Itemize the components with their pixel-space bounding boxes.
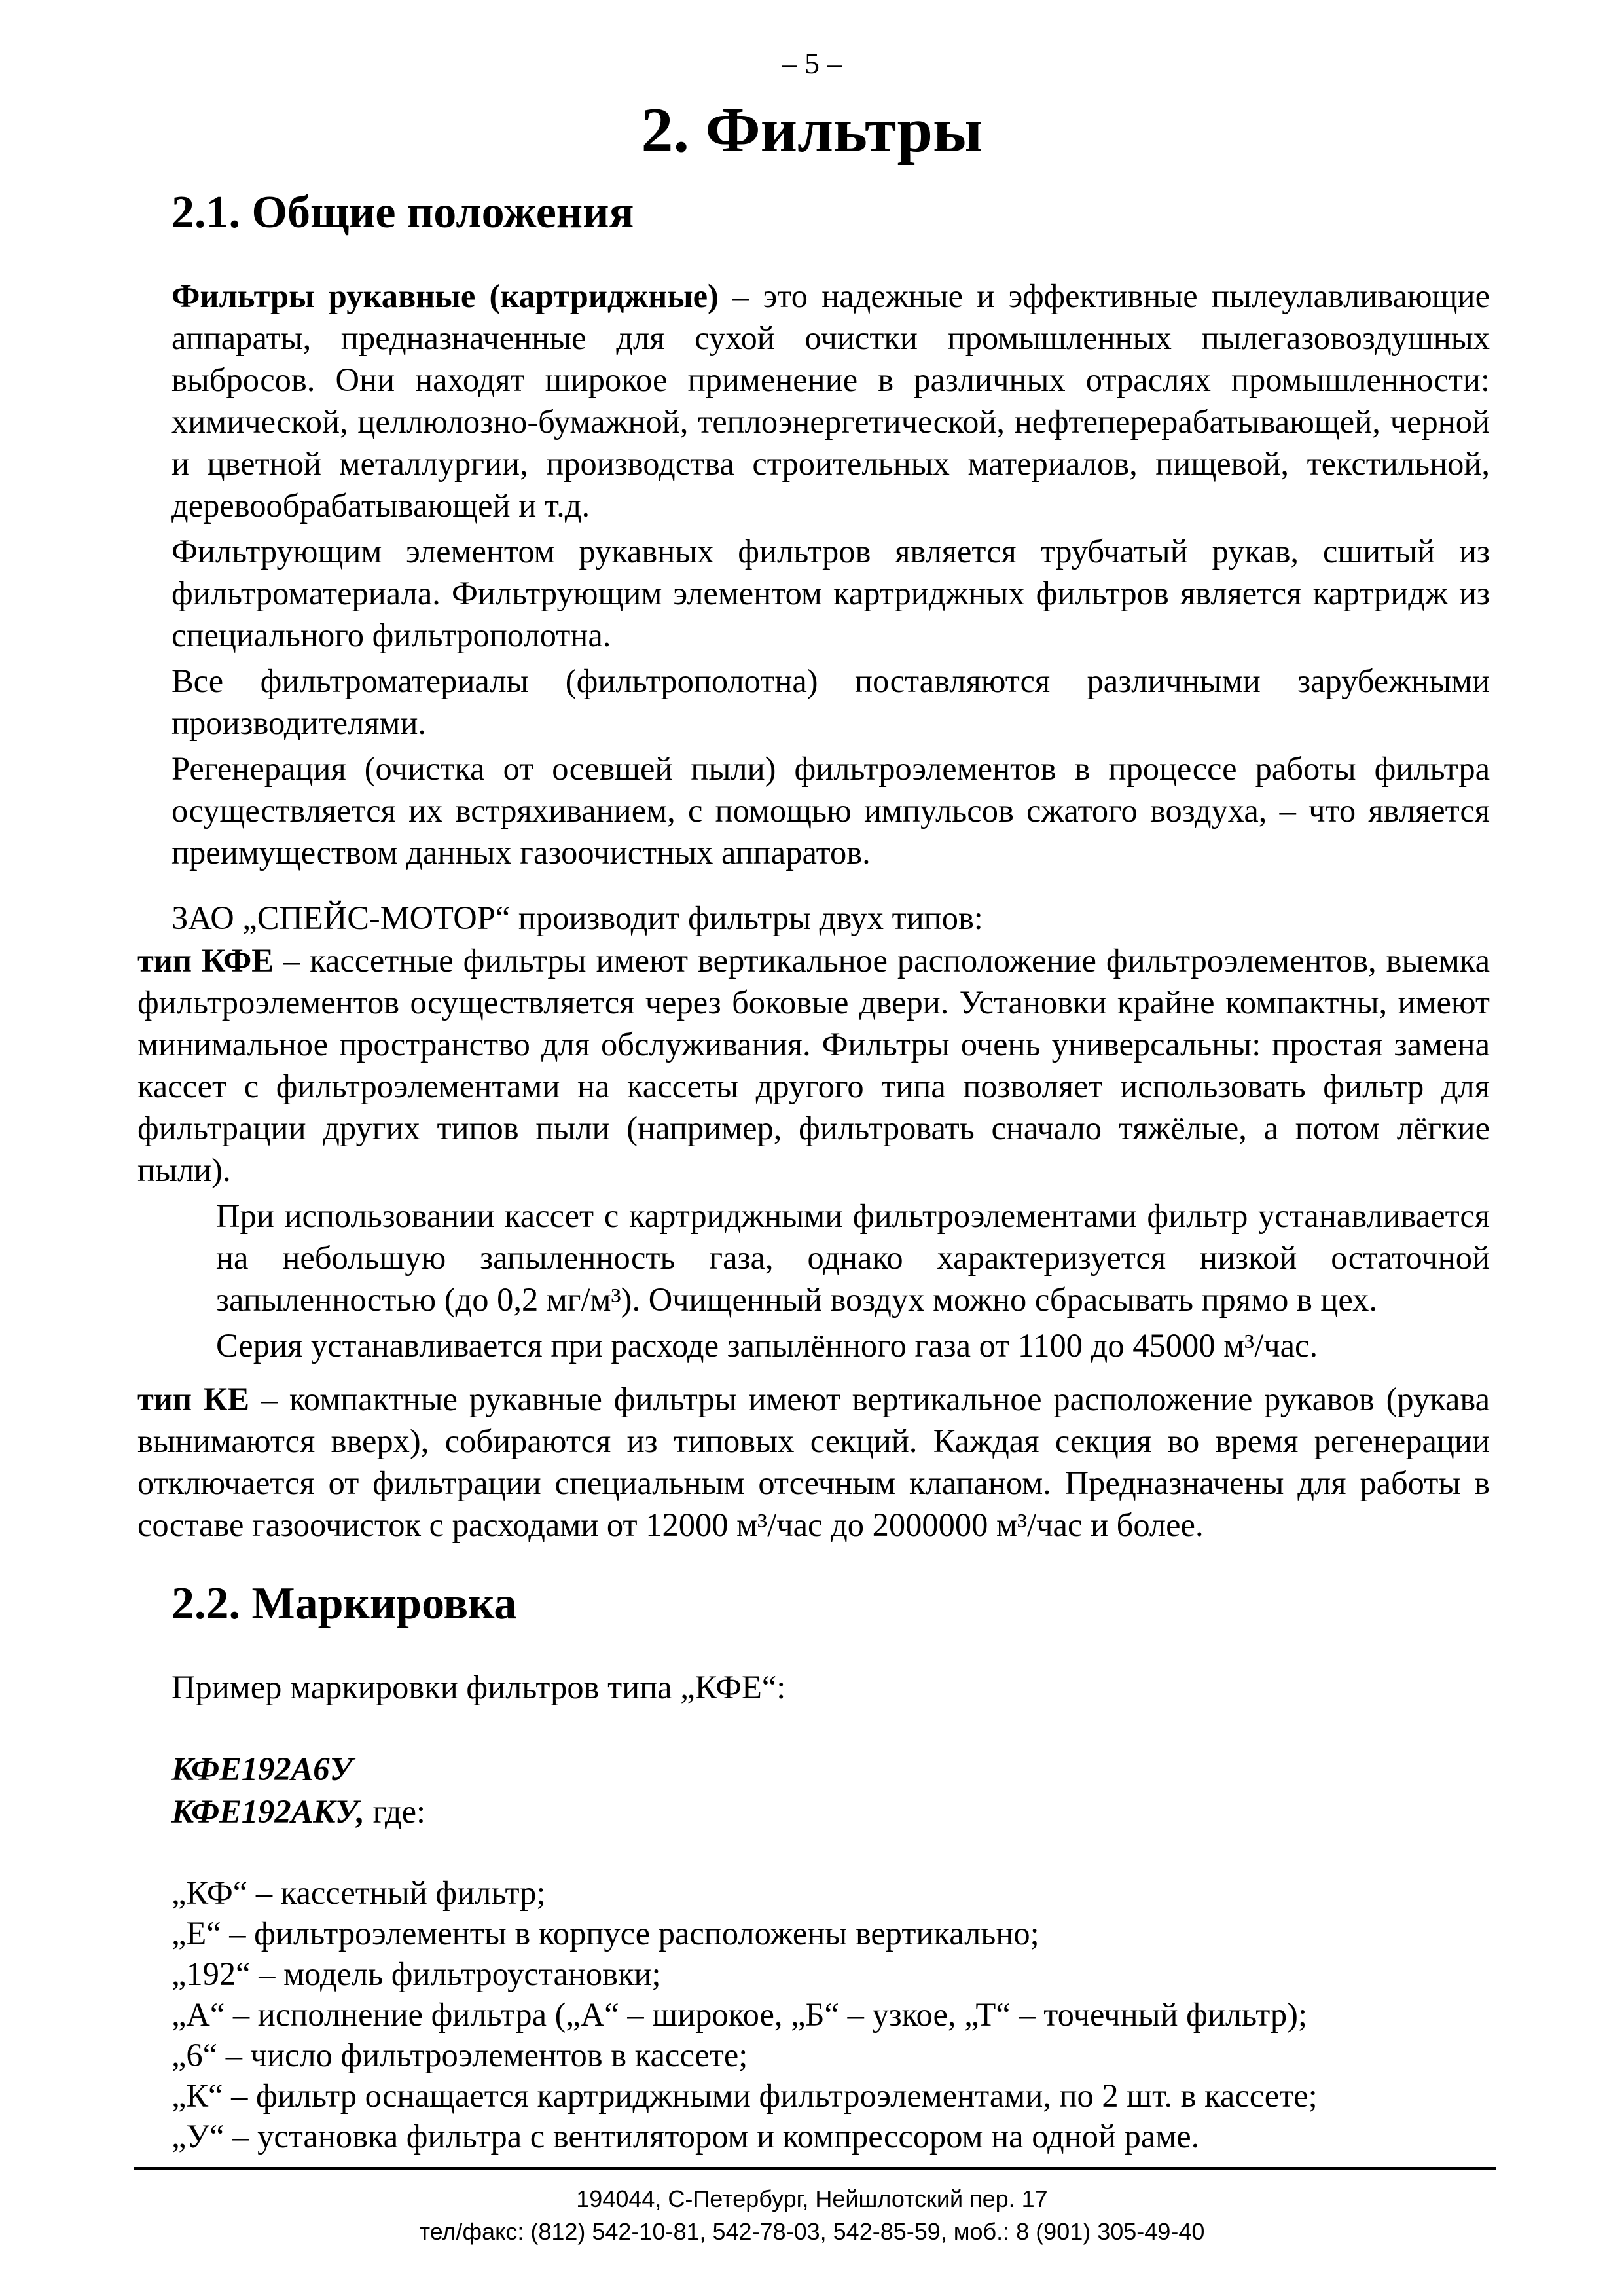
section-heading-marking: 2.2. Маркировка: [171, 1578, 517, 1629]
type-kfe-description: [137, 939, 1490, 1191]
type-kfe-label: тип КФЕ: [137, 942, 274, 979]
marking-code-suffix: где:: [365, 1793, 426, 1830]
legend-item: „КФ“ – кассетный фильтр;: [171, 1874, 546, 1911]
footer-address: 194044, С-Петербург, Нейшлотский пер. 17: [576, 2185, 1048, 2212]
page-number: – 5 –: [782, 46, 842, 80]
type-ke-text: – компактные рукавные фильтры имеют вертикальное расположение рукавов (рукава вынимаются вверх), собираются из типовых секций. Каждая секция во время регенерации отключается от фильтрации специальным отсечным клапаном. Предназначены для работы в составе газоочисток с расходами от 12000 м³/час до 2000000 м³/час и более.: [137, 1381, 1490, 1543]
legend-item: „Е“ – фильтроэлементы в корпусе расположены вертикально;: [171, 1915, 1039, 1952]
type-ke-label: тип КЕ: [137, 1381, 250, 1417]
legend-item: „К“ – фильтр оснащается картриджными фильтроэлементами, по 2 шт. в кассете;: [171, 2077, 1318, 2114]
term-bag-filters: Фильтры рукавные (картриджные): [171, 278, 719, 314]
footer-divider: [134, 2167, 1496, 2170]
legend-item: „У“ – установка фильтра с вентилятором и компрессором на одной раме.: [171, 2118, 1200, 2155]
marking-example-1: [171, 1748, 353, 1790]
legend-item: „192“ – модель фильтроустановки;: [171, 1956, 661, 1992]
general-text-block: [171, 275, 1490, 873]
marking-example-2: [171, 1791, 425, 1832]
filter-types-intro: ЗАО „СПЕЙС-МОТОР“ производит фильтры двух типов:: [171, 900, 983, 936]
marking-legend-list: [171, 1872, 1490, 2157]
page-title: 2. Фильтры: [641, 95, 983, 166]
legend-item: „6“ – число фильтроэлементов в кассете;: [171, 2037, 748, 2073]
paragraph-filter-element: Фильтрующим элементом рукавных фильтров является трубчатый рукав, сшитый из фильтроматериала. Фильтрующим элементом картриджных фильтров является картридж из специального фильтрополотна.: [171, 533, 1490, 653]
footer-contacts: тел/факс: (812) 542-10-81, 542-78-03, 542-85-59, моб.: 8 (901) 305-49-40: [419, 2218, 1205, 2245]
marking-intro: Пример маркировки фильтров типа „КФЕ“:: [171, 1669, 786, 1705]
paragraph-materials: Все фильтроматериалы (фильтрополотна) поставляются различными зарубежными производителями.: [171, 663, 1490, 741]
type-kfe-flow-range: Серия устанавливается при расходе запылённого газа от 1100 до 45000 м³/час.: [216, 1327, 1318, 1364]
definition-text: – это надежные и эффективные пылеулавливающие аппараты, предназначенные для сухой очистки промышленных пылегазовоздушных выбросов. Они находят широкое применение в различных отраслях промышленности: химической, целлюлозно-бумажной, теплоэнергетической, нефтеперерабатывающей, черной и цветной металлургии, производства строительных материалов, пищевой, текстильной, деревообрабатывающей и т.д.: [171, 278, 1490, 524]
marking-code-1: КФЕ192А6У: [171, 1751, 353, 1787]
type-kfe-cartridge-note: При использовании кассет с картриджными фильтроэлементами фильтр устанавливается на небольшую запыленность газа, однако характеризуется низкой остаточной запыленностью (до 0,2 мг/м³). Очищенный воздух можно сбрасывать прямо в цех.: [216, 1197, 1490, 1318]
type-ke-description: [137, 1378, 1490, 1546]
paragraph-definition: [171, 275, 1490, 526]
paragraph-regeneration: Регенерация (очистка от осевшей пыли) фильтроэлементов в процессе работы фильтра осуществляется их встряхиванием, с помощью импульсов сжатого воздуха, – что является преимуществом данных газоочистных аппаратов.: [171, 750, 1490, 871]
section-heading-general: 2.1. Общие положения: [171, 187, 634, 238]
type-kfe-block: [137, 939, 1490, 1366]
legend-item: „А“ – исполнение фильтра („А“ – широкое, „Б“ – узкое, „Т“ – точечный фильтр);: [171, 1996, 1308, 2033]
marking-code-2: КФЕ192АКУ,: [171, 1793, 365, 1830]
type-kfe-text: – кассетные фильтры имеют вертикальное расположение фильтроэлементов, выемка фильтроэлементов осуществляется через боковые двери. Установки крайне компактны, имеют минимальное пространство для обслуживания. Фильтры очень универсальны: простая замена кассет с фильтроэлементами на кассеты другого типа позволяет использовать фильтр для фильтрации других типов пыли (например, фильтровать сначало тяжёлые, а потом лёгкие пыли).: [137, 942, 1490, 1188]
type-ke-block: [137, 1378, 1490, 1546]
